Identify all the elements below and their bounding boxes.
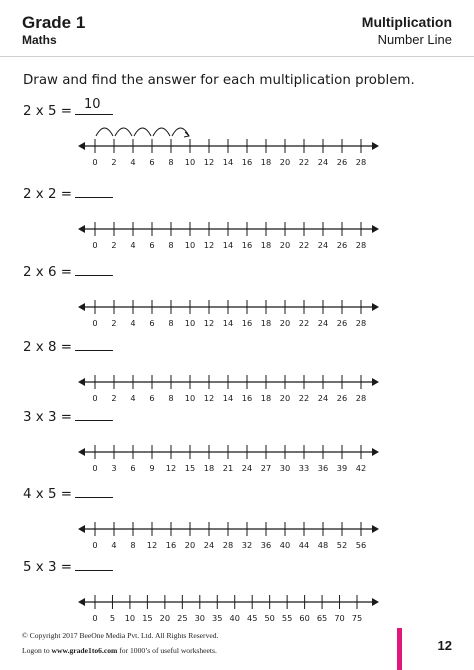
tick-label: 14 <box>222 318 234 328</box>
tick-label: 2 <box>111 240 117 250</box>
website-link[interactable]: www.grade1to6.com <box>51 646 118 655</box>
tick-label: 55 <box>281 613 293 623</box>
tick-label: 56 <box>355 540 367 550</box>
problem-row <box>0 261 474 331</box>
tick-label: 44 <box>298 540 310 550</box>
tick-label: 6 <box>149 393 155 403</box>
tick-label: 24 <box>241 463 253 473</box>
instruction-text: Draw and find the answer for each multiplication problem. <box>23 73 415 88</box>
axis-arrow-left <box>78 303 85 311</box>
logon-text <box>22 646 217 655</box>
answer-blank[interactable] <box>75 183 113 198</box>
tick-label: 4 <box>130 318 136 328</box>
tick-label: 28 <box>355 157 367 167</box>
equation-text: 2 x 6 = <box>23 265 72 280</box>
tick-label: 22 <box>298 157 310 167</box>
tick-label: 12 <box>146 540 158 550</box>
number-line <box>0 201 474 251</box>
tick-label: 4 <box>130 157 136 167</box>
problem-row <box>0 406 474 476</box>
hop-arc <box>115 128 132 136</box>
tick-label: 0 <box>92 393 98 403</box>
tick-label: 22 <box>298 240 310 250</box>
tick-label: 39 <box>336 463 348 473</box>
number-line <box>0 279 474 329</box>
number-line <box>0 424 474 474</box>
copyright-text: © Copyright 2017 BeeOne Media Pvt. Ltd. All Rights Reserved. <box>22 631 219 640</box>
tick-label: 42 <box>355 463 367 473</box>
axis-arrow-left <box>78 142 85 150</box>
tick-label: 26 <box>336 157 348 167</box>
tick-label: 21 <box>222 463 234 473</box>
problem-equation <box>23 261 113 280</box>
axis-arrow-left <box>78 225 85 233</box>
tick-label: 20 <box>279 318 291 328</box>
tick-label: 27 <box>260 463 272 473</box>
tick-label: 65 <box>316 613 328 623</box>
tick-label: 12 <box>203 157 215 167</box>
axis-arrow-right <box>372 525 379 533</box>
problem-row <box>0 336 474 406</box>
tick-label: 2 <box>111 393 117 403</box>
tick-label: 6 <box>149 318 155 328</box>
answer-blank[interactable] <box>75 406 113 421</box>
tick-label: 18 <box>260 318 272 328</box>
tick-label: 16 <box>241 240 253 250</box>
tick-label: 28 <box>355 318 367 328</box>
axis-arrow-right <box>372 303 379 311</box>
tick-label: 25 <box>177 613 188 623</box>
axis-arrow-right <box>372 142 379 150</box>
problem-equation <box>23 183 113 202</box>
tick-label: 0 <box>92 540 98 550</box>
tick-label: 24 <box>317 240 329 250</box>
tick-label: 12 <box>203 393 215 403</box>
tick-label: 8 <box>168 393 174 403</box>
tick-label: 8 <box>130 540 136 550</box>
tick-label: 24 <box>317 393 329 403</box>
tick-label: 52 <box>336 540 348 550</box>
tick-label: 2 <box>111 157 117 167</box>
answer-blank[interactable] <box>75 336 113 351</box>
tick-label: 0 <box>92 318 98 328</box>
problem-equation <box>23 556 113 575</box>
tick-label: 0 <box>92 157 98 167</box>
equation-text: 3 x 3 = <box>23 410 72 425</box>
header-left <box>22 14 85 47</box>
hop-arc <box>153 128 170 136</box>
axis-arrow-right <box>372 225 379 233</box>
tick-label: 10 <box>184 318 196 328</box>
number-line <box>0 574 474 624</box>
tick-label: 15 <box>142 613 153 623</box>
tick-label: 16 <box>241 393 253 403</box>
tick-label: 36 <box>317 463 329 473</box>
problem-row <box>0 183 474 253</box>
equation-text: 4 x 5 = <box>23 487 72 502</box>
problem-row <box>0 556 474 626</box>
tick-label: 4 <box>130 240 136 250</box>
tick-label: 20 <box>279 393 291 403</box>
tick-label: 0 <box>92 463 98 473</box>
tick-label: 48 <box>317 540 329 550</box>
subtopic-label: Number Line <box>377 32 452 47</box>
hop-arc <box>172 128 189 136</box>
logon-suffix: for 1000’s of useful worksheets. <box>117 646 217 655</box>
tick-label: 10 <box>124 613 136 623</box>
tick-label: 28 <box>355 240 367 250</box>
tick-label: 50 <box>264 613 275 623</box>
axis-arrow-left <box>78 448 85 456</box>
equation-text: 2 x 2 = <box>23 187 72 202</box>
answer-blank[interactable] <box>75 483 113 498</box>
axis-arrow-right <box>372 598 379 606</box>
tick-label: 6 <box>149 240 155 250</box>
subject-label: Maths <box>22 33 57 47</box>
header-right <box>362 14 452 47</box>
tick-label: 26 <box>336 318 348 328</box>
answer-text: 10 <box>84 97 101 112</box>
tick-label: 3 <box>111 463 117 473</box>
axis-arrow-right <box>372 378 379 386</box>
axis-arrow-left <box>78 525 85 533</box>
tick-label: 22 <box>298 393 310 403</box>
tick-label: 24 <box>203 540 215 550</box>
axis-arrow-left <box>78 378 85 386</box>
tick-label: 20 <box>159 613 171 623</box>
tick-label: 14 <box>222 393 234 403</box>
tick-label: 18 <box>260 393 272 403</box>
equation-text: 2 x 5 = <box>23 104 72 119</box>
problem-row <box>0 97 474 170</box>
tick-label: 14 <box>222 240 234 250</box>
tick-label: 22 <box>298 318 310 328</box>
tick-label: 16 <box>241 157 253 167</box>
tick-label: 20 <box>279 157 291 167</box>
tick-label: 24 <box>317 157 329 167</box>
worksheet-header <box>0 0 474 58</box>
tick-label: 28 <box>222 540 234 550</box>
tick-label: 0 <box>92 613 98 623</box>
tick-label: 18 <box>260 157 272 167</box>
page-edge-tab <box>397 628 402 670</box>
number-line <box>0 354 474 404</box>
page-number: 12 <box>437 638 452 653</box>
problem-equation <box>23 406 113 425</box>
answer-blank[interactable] <box>75 556 113 571</box>
logon-prefix: Logon to <box>22 646 52 655</box>
tick-label: 12 <box>165 463 177 473</box>
tick-label: 9 <box>149 463 155 473</box>
tick-label: 75 <box>351 613 363 623</box>
tick-label: 8 <box>168 318 174 328</box>
tick-label: 45 <box>246 613 258 623</box>
number-line <box>0 118 474 168</box>
equation-text: 2 x 8 = <box>23 340 72 355</box>
answer-blank[interactable] <box>75 261 113 276</box>
tick-label: 5 <box>109 613 116 623</box>
tick-label: 40 <box>229 613 240 623</box>
tick-label: 20 <box>184 540 196 550</box>
tick-label: 15 <box>184 463 196 473</box>
tick-label: 36 <box>260 540 272 550</box>
topic-label: Multiplication <box>361 14 452 30</box>
tick-label: 6 <box>149 157 155 167</box>
tick-label: 10 <box>184 240 196 250</box>
tick-label: 12 <box>203 318 215 328</box>
tick-label: 14 <box>222 157 234 167</box>
tick-label: 0 <box>92 240 98 250</box>
tick-label: 4 <box>111 540 117 550</box>
tick-label: 12 <box>203 240 215 250</box>
tick-label: 4 <box>130 393 136 403</box>
tick-label: 28 <box>355 393 367 403</box>
tick-label: 30 <box>194 613 206 623</box>
tick-label: 32 <box>241 540 253 550</box>
header-divider <box>0 56 474 57</box>
tick-label: 70 <box>334 613 345 623</box>
tick-label: 40 <box>279 540 291 550</box>
tick-label: 16 <box>165 540 177 550</box>
grade-label: Grade 1 <box>22 13 86 32</box>
tick-label: 60 <box>299 613 310 623</box>
tick-label: 20 <box>279 240 291 250</box>
tick-label: 8 <box>168 240 174 250</box>
problem-equation <box>23 483 113 502</box>
tick-label: 35 <box>212 613 223 623</box>
axis-arrow-right <box>372 448 379 456</box>
tick-label: 2 <box>111 318 117 328</box>
tick-label: 30 <box>279 463 291 473</box>
problem-row <box>0 483 474 553</box>
hop-arc <box>96 128 113 136</box>
equation-text: 5 x 3 = <box>23 560 72 575</box>
number-line <box>0 501 474 551</box>
tick-label: 6 <box>130 463 136 473</box>
problem-equation <box>23 336 113 355</box>
tick-label: 18 <box>203 463 215 473</box>
tick-label: 33 <box>298 463 310 473</box>
tick-label: 24 <box>317 318 329 328</box>
tick-label: 26 <box>336 393 348 403</box>
tick-label: 10 <box>184 157 196 167</box>
tick-label: 16 <box>241 318 253 328</box>
tick-label: 18 <box>260 240 272 250</box>
tick-label: 10 <box>184 393 196 403</box>
axis-arrow-left <box>78 598 85 606</box>
hop-arc <box>134 128 151 136</box>
tick-label: 26 <box>336 240 348 250</box>
tick-label: 8 <box>168 157 174 167</box>
